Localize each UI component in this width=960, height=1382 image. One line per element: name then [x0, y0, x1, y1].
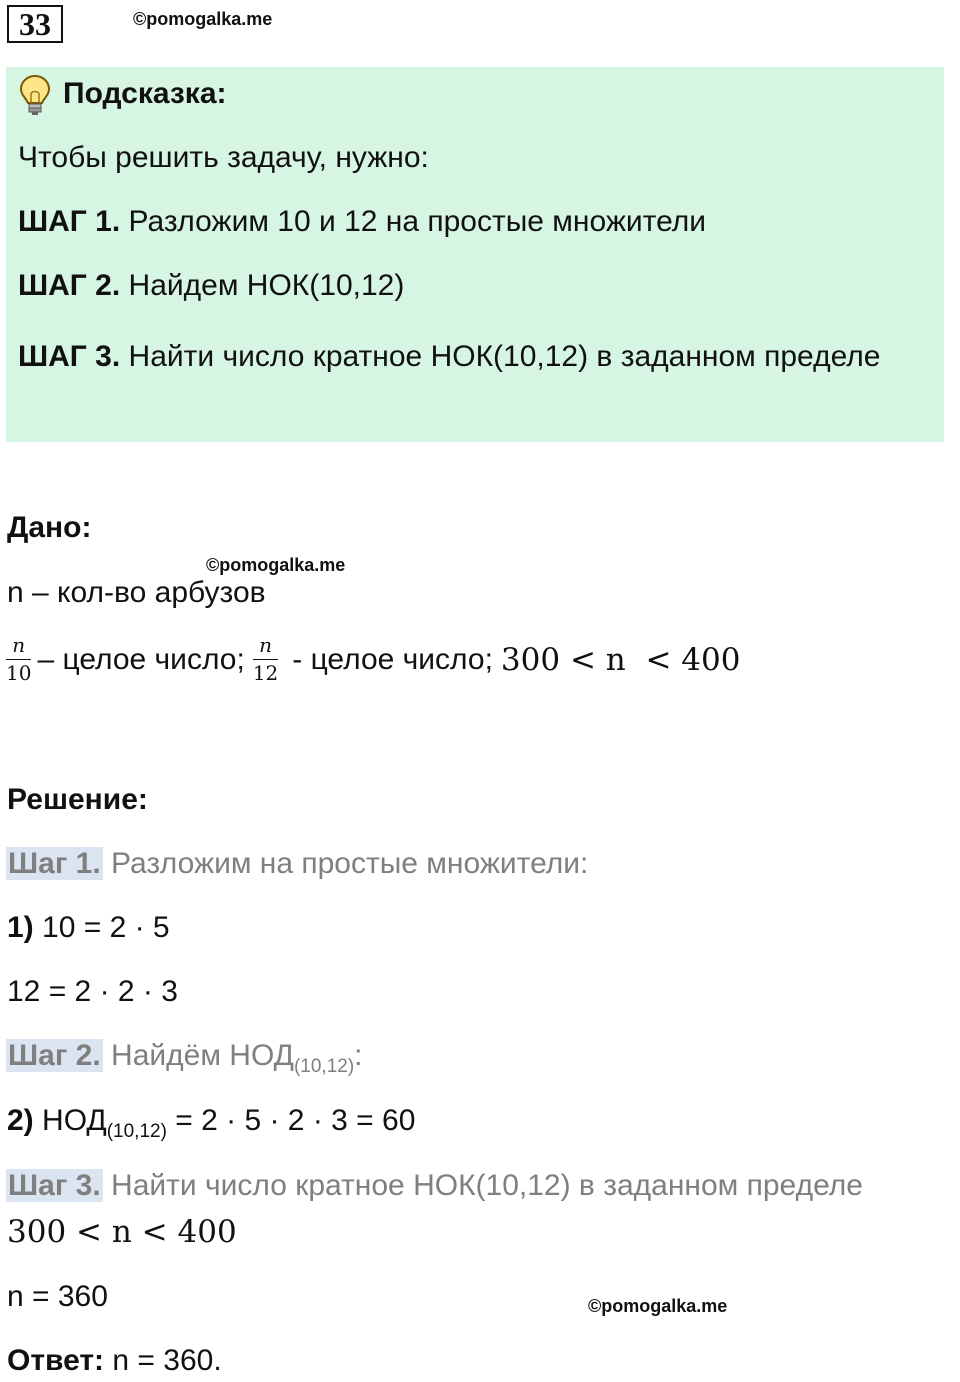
step-text: Разложим на простые множители: — [111, 847, 589, 880]
solution-inequality: 300 < n < 400 — [7, 1214, 237, 1250]
solution-line-1 — [7, 911, 170, 945]
item-number: 2) — [7, 1104, 34, 1137]
solution-step-2 — [6, 1039, 363, 1078]
hint-title: Подсказка: — [63, 77, 227, 110]
given-title: Дано: — [7, 511, 92, 544]
solution-title: Решение: — [7, 783, 148, 816]
step-subscript: (10,12) — [293, 1056, 355, 1077]
inequality: 300 < n < 400 — [500, 641, 741, 678]
step-text: Найти число кратное НОК(10,12) в заданном пределе — [111, 1169, 863, 1202]
step-colon: : — [354, 1039, 363, 1072]
answer-label: Ответ: — [7, 1344, 105, 1377]
answer-text: n = 360. — [112, 1344, 222, 1377]
solution-line-2: 12 = 2 · 2 · 3 — [7, 975, 178, 1008]
equation-prefix: НОД — [42, 1104, 107, 1137]
solution-line-3 — [7, 1104, 415, 1143]
hint-step-text: Найдем НОК(10,12) — [128, 269, 405, 302]
hint-step-2 — [18, 269, 404, 303]
hint-step-label: ШАГ 1. — [18, 205, 121, 238]
fraction-denominator: 10 — [6, 661, 32, 685]
condition-text: - целое число; — [292, 642, 493, 676]
fraction-denominator: 12 — [252, 661, 279, 685]
hint-step-label: ШАГ 2. — [18, 269, 121, 302]
step-label: Шаг 1. — [8, 847, 101, 880]
given-conditions — [6, 634, 740, 685]
watermark: ©pomogalka.me — [206, 555, 346, 575]
watermark: ©pomogalka.me — [588, 1296, 728, 1316]
given-line-1: n – кол-во арбузов — [7, 576, 266, 609]
watermark: ©pomogalka.me — [133, 9, 273, 29]
solution-result: n = 360 — [7, 1280, 108, 1313]
item-number: 1) — [7, 911, 34, 944]
solution-step-3 — [6, 1169, 863, 1203]
hint-box — [6, 67, 944, 442]
condition-text: – целое число; — [37, 642, 245, 676]
hint-step-text: Разложим 10 и 12 на простые множители — [128, 205, 707, 238]
step-label: Шаг 3. — [8, 1169, 101, 1202]
answer — [7, 1344, 222, 1378]
hint-step-text: Найти число кратное НОК(10,12) в заданном пределе — [128, 340, 881, 373]
task-number: 33 — [7, 5, 63, 43]
equation: 10 = 2 · 5 — [42, 911, 170, 944]
step-label: Шаг 2. — [8, 1039, 101, 1072]
fraction-numerator: n — [6, 634, 31, 660]
hint-step-3 — [18, 333, 932, 381]
fraction — [253, 634, 278, 685]
solution-step-1 — [6, 847, 588, 881]
hint-step-1 — [18, 205, 706, 239]
hint-intro: Чтобы решить задачу, нужно: — [18, 141, 429, 174]
step-text: Найдём НОД — [111, 1039, 294, 1072]
fraction-numerator: n — [253, 634, 278, 660]
fraction — [6, 634, 31, 685]
lightbulb-icon — [18, 74, 52, 121]
equation: = 2 · 5 · 2 · 3 = 60 — [175, 1104, 416, 1137]
hint-step-label: ШАГ 3. — [18, 340, 121, 373]
equation-subscript: (10,12) — [106, 1121, 167, 1142]
